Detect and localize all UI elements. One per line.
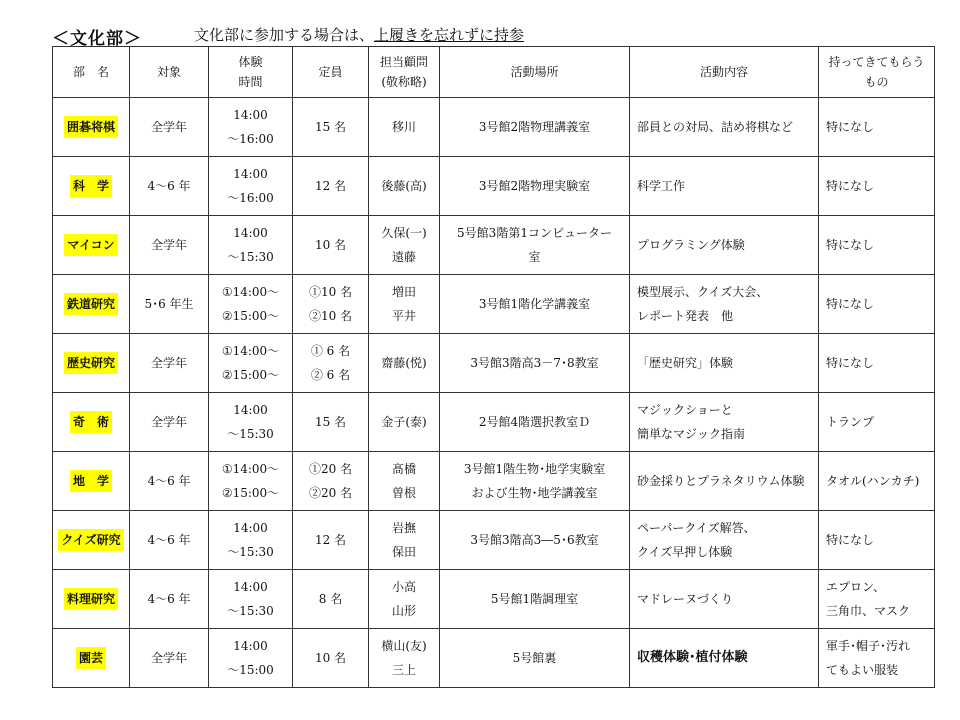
club-name-highlight: 鉄道研究 bbox=[64, 293, 118, 315]
experience-time-line: 14:00 bbox=[233, 521, 268, 535]
experience-time-line: ①14:00～ bbox=[221, 285, 280, 299]
header-club-name-line: 部 名 bbox=[72, 65, 109, 79]
table-header-row bbox=[53, 47, 935, 98]
cell-advisor bbox=[369, 629, 440, 688]
header-activity-line: 活動内容 bbox=[699, 65, 748, 79]
bring-items-line: 特になし bbox=[826, 238, 875, 252]
capacity-line: ①10 名 bbox=[308, 285, 353, 299]
header-place bbox=[440, 47, 630, 98]
cell-bring-items bbox=[819, 393, 935, 452]
cell-place bbox=[440, 157, 630, 216]
place-line: 5号館1階調理室 bbox=[490, 592, 579, 606]
capacity-line: 15 名 bbox=[314, 120, 347, 134]
bring-items-line: エプロン、 bbox=[826, 580, 886, 594]
cell-activity bbox=[630, 98, 819, 157]
cell-capacity bbox=[293, 275, 369, 334]
table-body bbox=[53, 98, 935, 688]
cell-experience-time bbox=[209, 98, 293, 157]
club-name-highlight: クイズ研究 bbox=[58, 529, 123, 551]
cell-activity bbox=[630, 570, 819, 629]
place-line: 5号館裏 bbox=[512, 651, 557, 665]
bring-items-line: 特になし bbox=[826, 297, 875, 311]
capacity-line: ②20 名 bbox=[308, 486, 353, 500]
experience-time-line: ～15:30 bbox=[227, 545, 274, 559]
activity-line: 簡単なマジック指南 bbox=[637, 427, 746, 441]
cell-club-name bbox=[53, 629, 130, 688]
cell-place bbox=[440, 98, 630, 157]
advisor-line: 小高 bbox=[391, 580, 416, 594]
experience-time-line: ～15:30 bbox=[227, 250, 274, 264]
cell-experience-time bbox=[209, 570, 293, 629]
place-line: 3号館1階化学講義室 bbox=[478, 297, 591, 311]
club-name-highlight: 園芸 bbox=[76, 647, 106, 669]
header-advisor-line: 担当顧問 bbox=[379, 55, 428, 69]
experience-time-line: 14:00 bbox=[233, 226, 268, 240]
cell-advisor bbox=[369, 570, 440, 629]
activity-line: 収穫体験･植付体験 bbox=[637, 650, 748, 665]
cell-place bbox=[440, 216, 630, 275]
advisor-line: 平井 bbox=[391, 309, 416, 323]
cell-bring-items bbox=[819, 452, 935, 511]
club-name-highlight: 料理研究 bbox=[64, 588, 118, 610]
section-title: ＜文化部＞ bbox=[52, 29, 142, 49]
experience-time-line: ①14:00～ bbox=[221, 344, 280, 358]
place-line: 3号館3階高3－7･8教室 bbox=[470, 356, 599, 370]
cell-place bbox=[440, 334, 630, 393]
experience-time-line: ～15:30 bbox=[227, 427, 274, 441]
activity-line: 「歴史研究」体験 bbox=[637, 356, 734, 370]
cell-target: 全学年 bbox=[130, 629, 209, 688]
experience-time-line: 14:00 bbox=[233, 639, 268, 653]
cell-club-name bbox=[53, 216, 130, 275]
experience-time-line: 14:00 bbox=[233, 403, 268, 417]
advisor-line: 後藤(高) bbox=[381, 179, 427, 193]
cell-club-name bbox=[53, 275, 130, 334]
advisor-line: 増田 bbox=[391, 285, 416, 299]
cell-club-name bbox=[53, 570, 130, 629]
experience-time-line: ②15:00～ bbox=[221, 368, 280, 382]
cell-experience-time bbox=[209, 511, 293, 570]
capacity-line: 12 名 bbox=[314, 533, 347, 547]
advisor-line: 金子(泰) bbox=[381, 415, 427, 429]
cell-activity bbox=[630, 452, 819, 511]
club-name-highlight: マイコン bbox=[64, 234, 117, 256]
header-experience-time-line: 時間 bbox=[238, 75, 263, 89]
cell-capacity bbox=[293, 629, 369, 688]
experience-time-line: 14:00 bbox=[233, 580, 268, 594]
experience-time-line: ～15:00 bbox=[227, 663, 274, 677]
bring-items-line: 特になし bbox=[826, 120, 875, 134]
advisor-line: 髙橋 bbox=[391, 462, 416, 476]
cell-place bbox=[440, 570, 630, 629]
cell-target: 5･6 年生 bbox=[130, 275, 209, 334]
cell-bring-items bbox=[819, 334, 935, 393]
capacity-line: 8 名 bbox=[318, 592, 343, 606]
cell-experience-time bbox=[209, 216, 293, 275]
capacity-line: ②10 名 bbox=[308, 309, 353, 323]
cell-capacity bbox=[293, 216, 369, 275]
cell-activity bbox=[630, 334, 819, 393]
cell-experience-time bbox=[209, 629, 293, 688]
experience-time-line: ～15:30 bbox=[227, 604, 274, 618]
capacity-line: ①20 名 bbox=[308, 462, 353, 476]
cell-club-name bbox=[53, 393, 130, 452]
club-name-highlight: 科 学 bbox=[70, 175, 112, 197]
cell-bring-items bbox=[819, 275, 935, 334]
bring-items-line: 特になし bbox=[826, 179, 875, 193]
cell-advisor bbox=[369, 275, 440, 334]
place-line: 3号館1階生物･地学実験室 bbox=[463, 462, 606, 476]
advisor-line: 山形 bbox=[391, 604, 416, 618]
header-bring-items-line: 持ってきてもらう bbox=[828, 55, 925, 69]
place-line: および生物･地学講義室 bbox=[471, 486, 598, 500]
bring-items-line: タオル(ハンカチ) bbox=[826, 474, 920, 488]
place-line: 3号館2階物理講義室 bbox=[478, 120, 591, 134]
cell-target: 全学年 bbox=[130, 216, 209, 275]
capacity-line: ① 6 名 bbox=[310, 344, 351, 358]
activity-line: マジックショーと bbox=[637, 403, 733, 417]
club-name-highlight: 奇 術 bbox=[70, 411, 112, 433]
header-target bbox=[130, 47, 209, 98]
activity-line: プログラミング体験 bbox=[637, 238, 745, 252]
cell-experience-time bbox=[209, 393, 293, 452]
capacity-line: ② 6 名 bbox=[310, 368, 351, 382]
header-advisor-line: (敬称略) bbox=[381, 75, 427, 89]
cell-bring-items bbox=[819, 629, 935, 688]
cell-experience-time bbox=[209, 452, 293, 511]
activity-line: 砂金採りとプラネタリウム体験 bbox=[637, 474, 805, 488]
bring-items-line: トランプ bbox=[826, 415, 875, 429]
table-row bbox=[53, 570, 935, 629]
notice-underlined: 上履きを忘れずに持参 bbox=[374, 26, 525, 44]
cell-activity bbox=[630, 393, 819, 452]
club-name-highlight: 地 学 bbox=[70, 470, 112, 492]
cell-capacity bbox=[293, 452, 369, 511]
cell-target: 4～6 年 bbox=[130, 511, 209, 570]
advisor-line: 移川 bbox=[391, 120, 416, 134]
place-line: 室 bbox=[528, 250, 541, 264]
advisor-line: 齋藤(悦) bbox=[381, 356, 427, 370]
table-row bbox=[53, 275, 935, 334]
place-line: 3号館3階高3―5･6教室 bbox=[470, 533, 599, 547]
capacity-line: 10 名 bbox=[314, 651, 347, 665]
cell-advisor bbox=[369, 511, 440, 570]
cell-activity bbox=[630, 275, 819, 334]
header-experience-time bbox=[209, 47, 293, 98]
advisor-line: 保田 bbox=[391, 545, 416, 559]
experience-time-line: 14:00 bbox=[233, 108, 268, 122]
capacity-line: 12 名 bbox=[314, 179, 347, 193]
cell-place bbox=[440, 452, 630, 511]
advisor-line: 曽根 bbox=[391, 486, 416, 500]
header-activity bbox=[630, 47, 819, 98]
cell-experience-time bbox=[209, 157, 293, 216]
cell-place bbox=[440, 629, 630, 688]
advisor-line: 遠藤 bbox=[391, 250, 416, 264]
table-row bbox=[53, 452, 935, 511]
notice-text bbox=[194, 24, 524, 45]
cell-advisor bbox=[369, 334, 440, 393]
cell-activity bbox=[630, 511, 819, 570]
cell-capacity bbox=[293, 393, 369, 452]
experience-time-line: ②15:00～ bbox=[221, 486, 280, 500]
activity-line: クイズ早押し体験 bbox=[637, 545, 733, 559]
place-line: 2号館4階選択教室Ｄ bbox=[478, 415, 591, 429]
experience-time-line: ②15:00～ bbox=[221, 309, 280, 323]
experience-time-line: ～16:00 bbox=[227, 132, 274, 146]
activity-line: 部員との対局、詰め将棋など bbox=[637, 120, 794, 134]
cell-capacity bbox=[293, 334, 369, 393]
cell-capacity bbox=[293, 157, 369, 216]
cell-place bbox=[440, 275, 630, 334]
header-place-line: 活動場所 bbox=[510, 65, 559, 79]
bring-items-line: 特になし bbox=[826, 533, 875, 547]
cell-club-name bbox=[53, 511, 130, 570]
cell-bring-items bbox=[819, 98, 935, 157]
table-row bbox=[53, 629, 935, 688]
capacity-line: 15 名 bbox=[314, 415, 347, 429]
cell-activity bbox=[630, 216, 819, 275]
club-table bbox=[52, 46, 935, 688]
cell-target: 全学年 bbox=[130, 334, 209, 393]
header-club-name bbox=[53, 47, 130, 98]
activity-line: ペーパークイズ解答、 bbox=[637, 521, 756, 535]
activity-line: マドレーヌづくり bbox=[637, 592, 734, 606]
table-row bbox=[53, 216, 935, 275]
table-row bbox=[53, 98, 935, 157]
experience-time-line: ①14:00～ bbox=[221, 462, 280, 476]
cell-target: 全学年 bbox=[130, 393, 209, 452]
notice-prefix: 文化部に参加する場合は、 bbox=[194, 26, 375, 44]
cell-capacity bbox=[293, 98, 369, 157]
cell-advisor bbox=[369, 216, 440, 275]
cell-bring-items bbox=[819, 216, 935, 275]
table-row bbox=[53, 393, 935, 452]
table-row bbox=[53, 511, 935, 570]
bring-items-line: てもよい服装 bbox=[826, 663, 899, 677]
header-advisor bbox=[369, 47, 440, 98]
experience-time-line: 14:00 bbox=[233, 167, 268, 181]
cell-target: 全学年 bbox=[130, 98, 209, 157]
header-bring-items bbox=[819, 47, 935, 98]
bring-items-line: 特になし bbox=[826, 356, 875, 370]
cell-activity bbox=[630, 629, 819, 688]
cell-capacity bbox=[293, 511, 369, 570]
cell-target: 4～6 年 bbox=[130, 157, 209, 216]
experience-time-line: ～16:00 bbox=[227, 191, 274, 205]
table-row bbox=[53, 157, 935, 216]
cell-target: 4～6 年 bbox=[130, 452, 209, 511]
header-experience-time-line: 体験 bbox=[238, 55, 263, 69]
club-name-highlight: 歴史研究 bbox=[64, 352, 118, 374]
activity-line: 科学工作 bbox=[637, 179, 686, 193]
bring-items-line: 三角巾、マスク bbox=[826, 604, 911, 618]
advisor-line: 久保(一) bbox=[381, 226, 427, 240]
header-capacity-line: 定員 bbox=[318, 65, 343, 79]
capacity-line: 10 名 bbox=[314, 238, 347, 252]
advisor-line: 岩撫 bbox=[391, 521, 416, 535]
cell-advisor bbox=[369, 452, 440, 511]
place-line: 3号館2階物理実験室 bbox=[478, 179, 591, 193]
place-line: 5号館3階第1コンピューター bbox=[457, 226, 612, 240]
cell-experience-time bbox=[209, 334, 293, 393]
cell-target: 4～6 年 bbox=[130, 570, 209, 629]
header-capacity bbox=[293, 47, 369, 98]
cell-advisor bbox=[369, 157, 440, 216]
cell-place bbox=[440, 511, 630, 570]
cell-bring-items bbox=[819, 157, 935, 216]
advisor-line: 三上 bbox=[391, 663, 416, 677]
header-target-line: 対象 bbox=[156, 65, 181, 79]
cell-club-name bbox=[53, 98, 130, 157]
cell-experience-time bbox=[209, 275, 293, 334]
header-bring-items-line: もの bbox=[864, 75, 889, 89]
cell-club-name bbox=[53, 452, 130, 511]
cell-advisor bbox=[369, 393, 440, 452]
cell-bring-items bbox=[819, 570, 935, 629]
cell-advisor bbox=[369, 98, 440, 157]
cell-club-name bbox=[53, 157, 130, 216]
cell-place bbox=[440, 393, 630, 452]
cell-activity bbox=[630, 157, 819, 216]
cell-club-name bbox=[53, 334, 130, 393]
cell-capacity bbox=[293, 570, 369, 629]
table-row bbox=[53, 334, 935, 393]
page-header bbox=[52, 24, 932, 49]
advisor-line: 横山(友) bbox=[381, 639, 427, 653]
cell-bring-items bbox=[819, 511, 935, 570]
club-name-highlight: 囲碁将棋 bbox=[64, 116, 118, 138]
activity-line: 模型展示、クイズ大会、 bbox=[637, 285, 769, 299]
bring-items-line: 軍手･帽子･汚れ bbox=[826, 639, 911, 653]
activity-line: レポート発表 他 bbox=[637, 309, 734, 323]
